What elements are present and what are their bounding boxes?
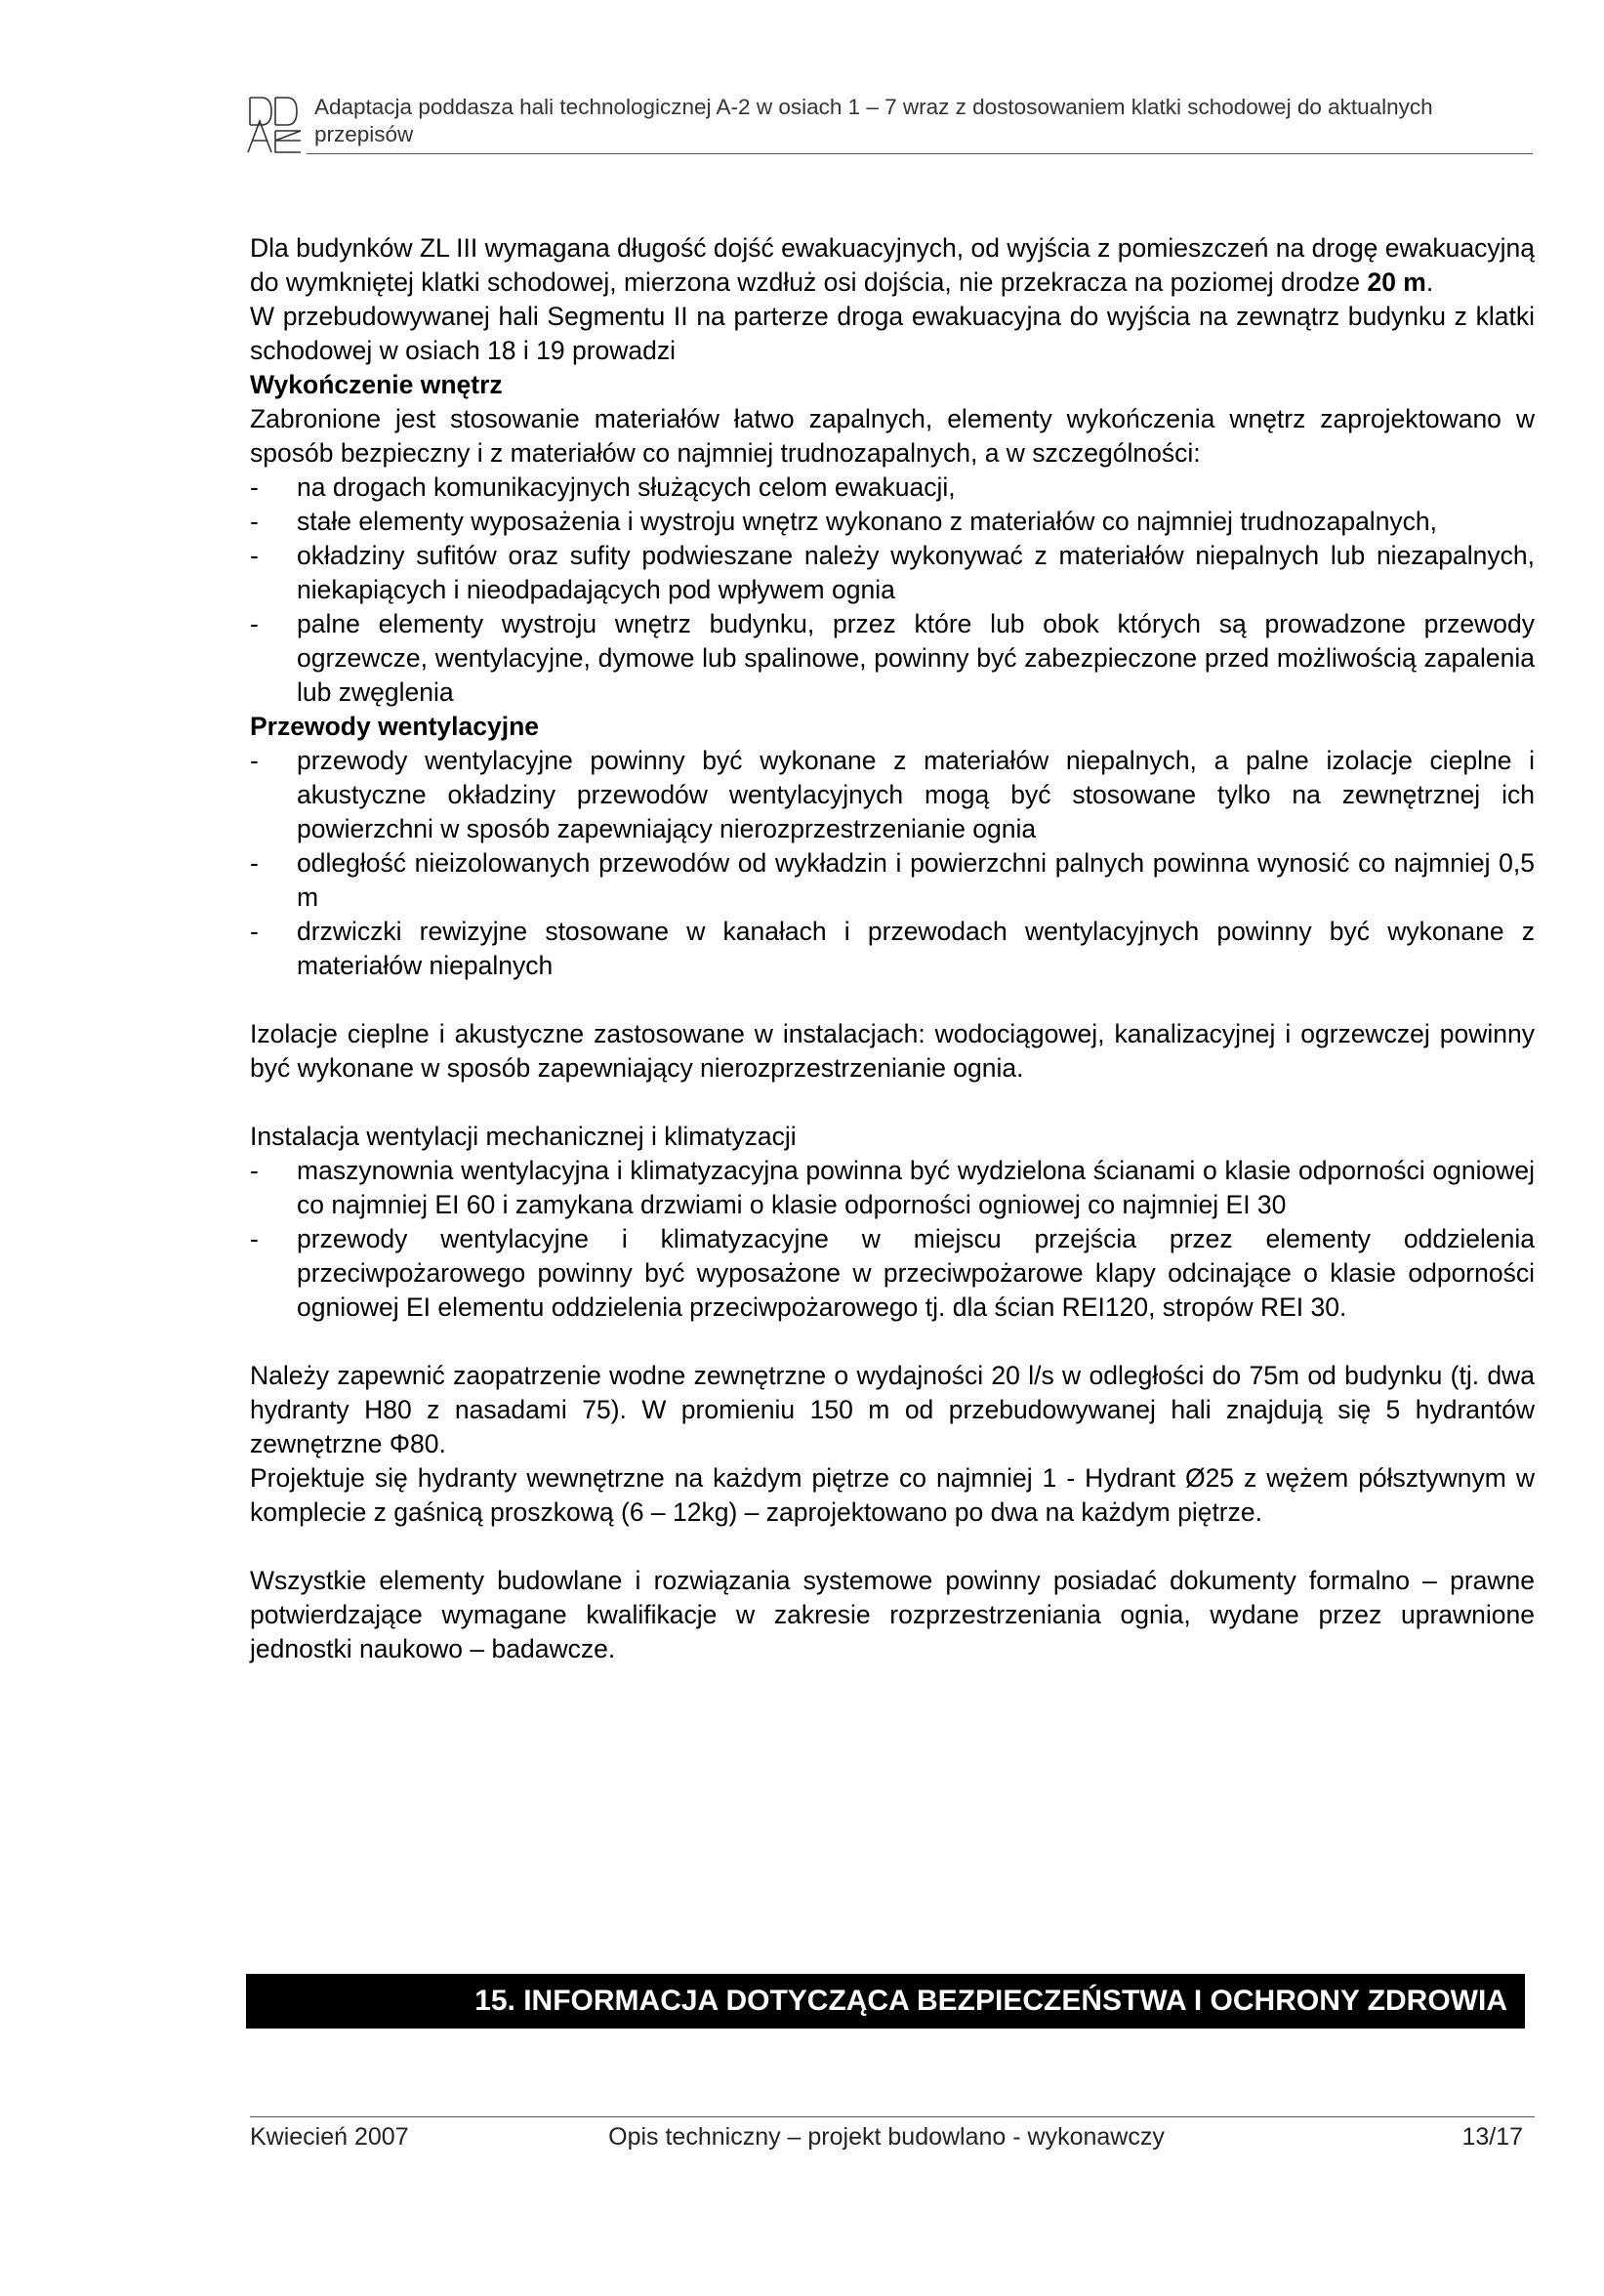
list-item: - drzwiczki rewizyjne stosowane w kanałach i przewodach wentylacyjnych powinny być wykonane z materiałów niepalnych (250, 917, 1535, 980)
list-item: - odległość nieizolowanych przewodów od wykładzin i powierzchni palnych powinna wynosić co najmniej 0,5 m (250, 848, 1535, 912)
paragraph-text: Dla budynków ZL III wymagana długość dojść ewakuacyjnych, od wyjścia z pomieszczeń na drogę ewakuacyjną do wymkniętej klatki schodowej, mierzona wzdłuż osi dojścia, nie przekracza na poziomej drodze (250, 233, 1535, 297)
page-number: 13/17 (1461, 2123, 1523, 2151)
distance-value: 20 m (1367, 267, 1426, 297)
paragraph-insulation: Izolacje cieplne i akustyczne zastosowane w instalacjach: wodociągowej, kanalizacyjnej i ogrzewczej powinny być wykonane w sposób zapewniający nierozprzestrzenianie ognia. (250, 1019, 1535, 1083)
list-ventilation-ducts (250, 744, 1535, 983)
footer-doc-type: Opis techniczny – projekt budowlano - wykonawczy (608, 2123, 1165, 2151)
paragraph-water-supply: Należy zapewnić zaopatrzenie wodne zewnętrzne o wydajności 20 l/s w odległości do 75m od budynku (tj. dwa hydranty H80 z nasadami 75). W promieniu 150 m od przebudowywanej hali znajdują się 5 hydrantów zewnętrzne Φ80. (250, 1361, 1535, 1458)
list-hvac (250, 1154, 1535, 1325)
paragraph-evacuation-length (250, 231, 1535, 300)
footer-date: Kwiecień 2007 (250, 2123, 409, 2151)
list-item: - maszynownia wentylacyjna i klimatyzacyjna powinna być wydzielona ścianami o klasie odporności ogniowej co najmniej EI 60 i zamykana drzwiami o klasie odporności ogniowej co najmniej EI 30 (250, 1156, 1535, 1219)
paragraph-hydrants: Projektuje się hydranty wewnętrzne na każdym piętrze co najmniej 1 - Hydrant Ø25 z wężem półsztywnym w komplecie z gaśnicą proszkową (6 – 12kg) – zaprojektowano po dwa na każdym piętrze. (250, 1463, 1535, 1527)
document-title: Adaptacja poddasza hali technologicznej A-2 w osiach 1 – 7 wraz z dostosowaniem klatki schodowej do aktualnych przepisów (314, 95, 1433, 146)
heading-interior-finish: Wykończenie wnętrz (250, 370, 503, 399)
paragraph-evacuation-route: W przebudowywanej hali Segmentu II na parterze droga ewakuacyjna do wyjścia na zewnątrz budynku z klatki schodowej w osiach 18 i 19 prowadzi (250, 302, 1535, 365)
page-footer (250, 2120, 1523, 2153)
company-logo-icon (246, 92, 307, 154)
list-item: - przewody wentylacyjne powinny być wykonane z materiałów niepalnych, a palne izolacje cieplne i akustyczne okładziny przewodów wentylacyjnych mogą być stosowane tylko na zewnętrznej ich powierzchni w sposób zapewniający nierozprzestrzenianie ognia (250, 746, 1535, 843)
paragraph-end: . (1425, 267, 1434, 297)
document-body (250, 231, 1535, 1666)
list-item: - palne elementy wystroju wnętrz budynku, przez które lub obok których są prowadzone przewody ogrzewcze, wentylacyjne, dymowe lub spalinowe, powinny być zabezpieczone przed możliwością zapalenia lub zwęglenia (250, 609, 1535, 707)
list-item: - na drogach komunikacyjnych służących celom ewakuacji, (250, 472, 956, 502)
footer-divider (250, 2116, 1535, 2117)
paragraph-certificates: Wszystkie elementy budowlane i rozwiązania systemowe powinny posiadać dokumenty formalno – prawne potwierdzające wymagane kwalifikacje w zakresie rozprzestrzeniania ognia, wydane przez uprawnione jednostki naukowo – badawcze. (250, 1566, 1535, 1663)
header-divider (307, 153, 1533, 154)
paragraph-materials: Zabronione jest stosowanie materiałów łatwo zapalnych, elementy wykończenia wnętrz zaprojektowano w sposób bezpieczny i z materiałów co najmniej trudnozapalnych, a w szczególności: (250, 404, 1535, 468)
section-heading: 15. INFORMACJA DOTYCZĄCA BEZPIECZEŃSTWA I OCHRONY ZDROWIA (246, 1974, 1525, 2029)
list-item: - stałe elementy wyposażenia i wystroju wnętrz wykonano z materiałów co najmniej trudnozapalnych, (250, 507, 1438, 536)
list-item: - okładziny sufitów oraz sufity podwieszane należy wykonywać z materiałów niepalnych lub niezapalnych, niekapiących i nieodpadających pod wpływem ognia (250, 541, 1535, 604)
heading-ventilation-ducts: Przewody wentylacyjne (250, 712, 540, 741)
list-item: - przewody wentylacyjne i klimatyzacyjne w miejscu przejścia przez elementy oddzielenia przeciwpożarowego powinny być wyposażone w przeciwpożarowe klapy odcinające o klasie odporności ogniowej EI elementu oddzielenia przeciwpożarowego tj. dla ścian REI120, stropów REI 30. (250, 1224, 1535, 1322)
page-header (246, 90, 1533, 158)
list-interior-finish (250, 471, 1535, 710)
paragraph-hvac-title: Instalacja wentylacji mechanicznej i klimatyzacji (250, 1122, 797, 1151)
